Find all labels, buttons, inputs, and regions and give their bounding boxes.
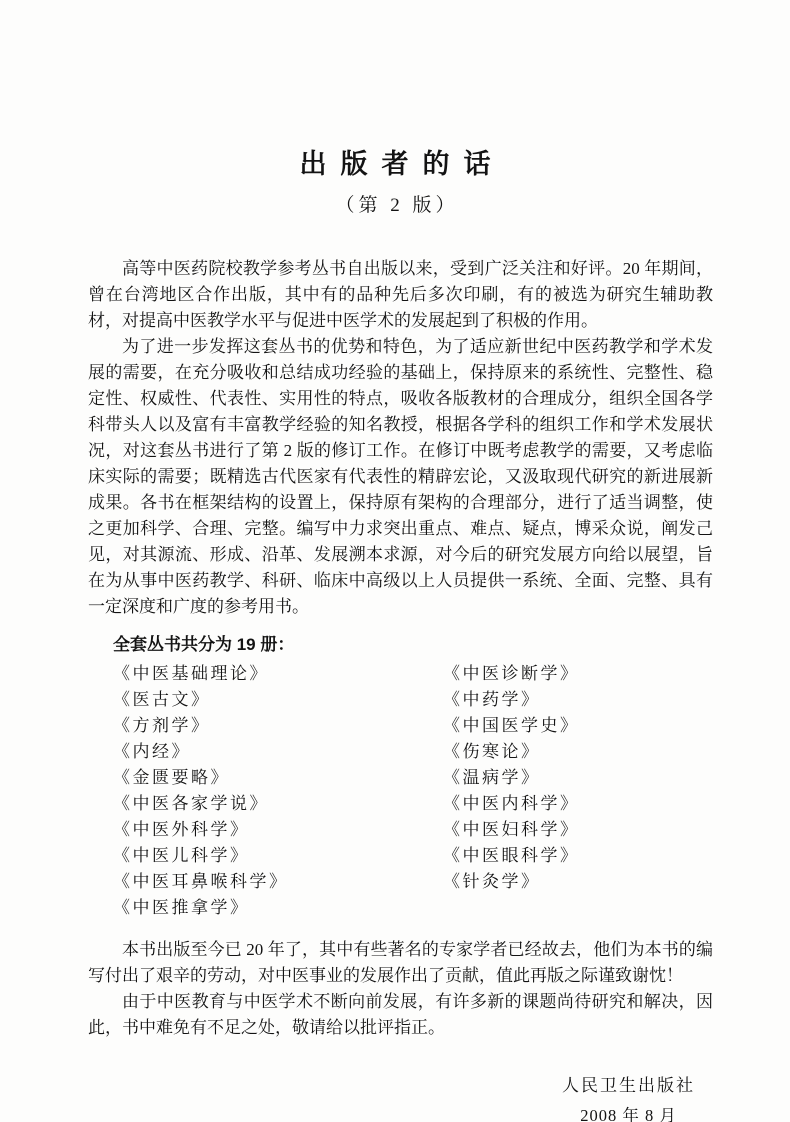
book-title: 《伤寒论》 xyxy=(443,742,541,761)
closing-paragraph-2: 由于中医教育与中医学术不断向前发展，有许多新的课题尚待研究和解决，因此，书中难免有不足之处，敬请给以批评指正。 xyxy=(88,992,713,1037)
book-title: 《中医内科学》 xyxy=(443,794,580,813)
book-title: 《中医耳鼻喉科学》 xyxy=(113,872,289,891)
book-title: 《温病学》 xyxy=(443,768,541,787)
book-title: 《中医眼科学》 xyxy=(443,846,580,865)
book-title: 《中医妇科学》 xyxy=(443,820,580,839)
book-list-right-column xyxy=(443,661,713,921)
edition-subtitle: （第 2 版） xyxy=(335,195,459,216)
book-title: 《金匮要略》 xyxy=(113,768,230,787)
closing-section xyxy=(88,937,713,1041)
publication-date: 2008 年 8 月 xyxy=(580,1106,677,1122)
publisher-name: 人民卫生出版社 xyxy=(562,1076,695,1095)
book-title: 《中医各家学说》 xyxy=(113,794,269,813)
book-title: 《针灸学》 xyxy=(443,872,541,891)
page-title: 出版者的话 xyxy=(299,149,505,179)
book-title: 《中医诊断学》 xyxy=(443,664,580,683)
signature-block xyxy=(88,1071,713,1122)
book-title: 《中药学》 xyxy=(443,690,541,709)
intro-paragraph-2: 为了进一步发挥这套丛书的优势和特色，为了适应新世纪中医药教学和学术发展的需要，在充分吸收和总结成功经验的基础上，保持原来的系统性、完整性、稳定性、权威性、代表性、实用性的特点，吸收各版教材的合理成分，组织全国各学科带头人以及富有丰富教学经验的知名教授，根据各学科的组织工作和学术发展状况，对这套丛书进行了第 2 版的修订工作。在修订中既考虑教学的需要，又考虑临床实际的需要；既精选古代医家有代表性的精辟宏论，又汲取现代研究的新进展新成果。各书在框架结构的设置上，保持原有架构的合理部分，进行了适当调整，使之更加科学、合理、完整。编写中力求突出重点、难点、疑点，博采众说，阐发己见，对其源流、形成、沿革、发展溯本求源，对今后的研究发展方向给以展望，旨在为从事中医药教学、科研、临床中高级以上人员提供一系统、全面、完整、具有一定深度和广度的参考用书。 xyxy=(88,337,713,616)
book-list xyxy=(113,661,713,921)
book-title: 《中医推拿学》 xyxy=(113,898,250,917)
book-list-left-column xyxy=(113,661,443,921)
closing-paragraph-1: 本书出版至今已 20 年了，其中有些著名的专家学者已经故去，他们为本书的编写付出了艰辛的劳动，对中医事业的发展作出了贡献，值此再版之际谨致谢忱！ xyxy=(88,940,713,985)
book-title: 《方剂学》 xyxy=(113,716,211,735)
book-title: 《中医外科学》 xyxy=(113,820,250,839)
book-title: 《中医儿科学》 xyxy=(113,846,250,865)
book-title: 《中医基础理论》 xyxy=(113,664,269,683)
intro-paragraph-1: 高等中医药院校教学参考丛书自出版以来，受到广泛关注和好评。20 年期间，曾在台湾地区合作出版，其中有的品种先后多次印刷，有的被选为研究生辅助教材，对提高中医教学水平与促进中医学术的发展起到了积极的作用。 xyxy=(88,259,713,330)
book-title: 《中国医学史》 xyxy=(443,716,580,735)
page-body xyxy=(88,256,713,1122)
book-title: 《医古文》 xyxy=(113,690,211,709)
series-list-header: 全套丛书共分为 19 册： xyxy=(113,635,295,654)
book-title: 《内经》 xyxy=(113,742,191,761)
